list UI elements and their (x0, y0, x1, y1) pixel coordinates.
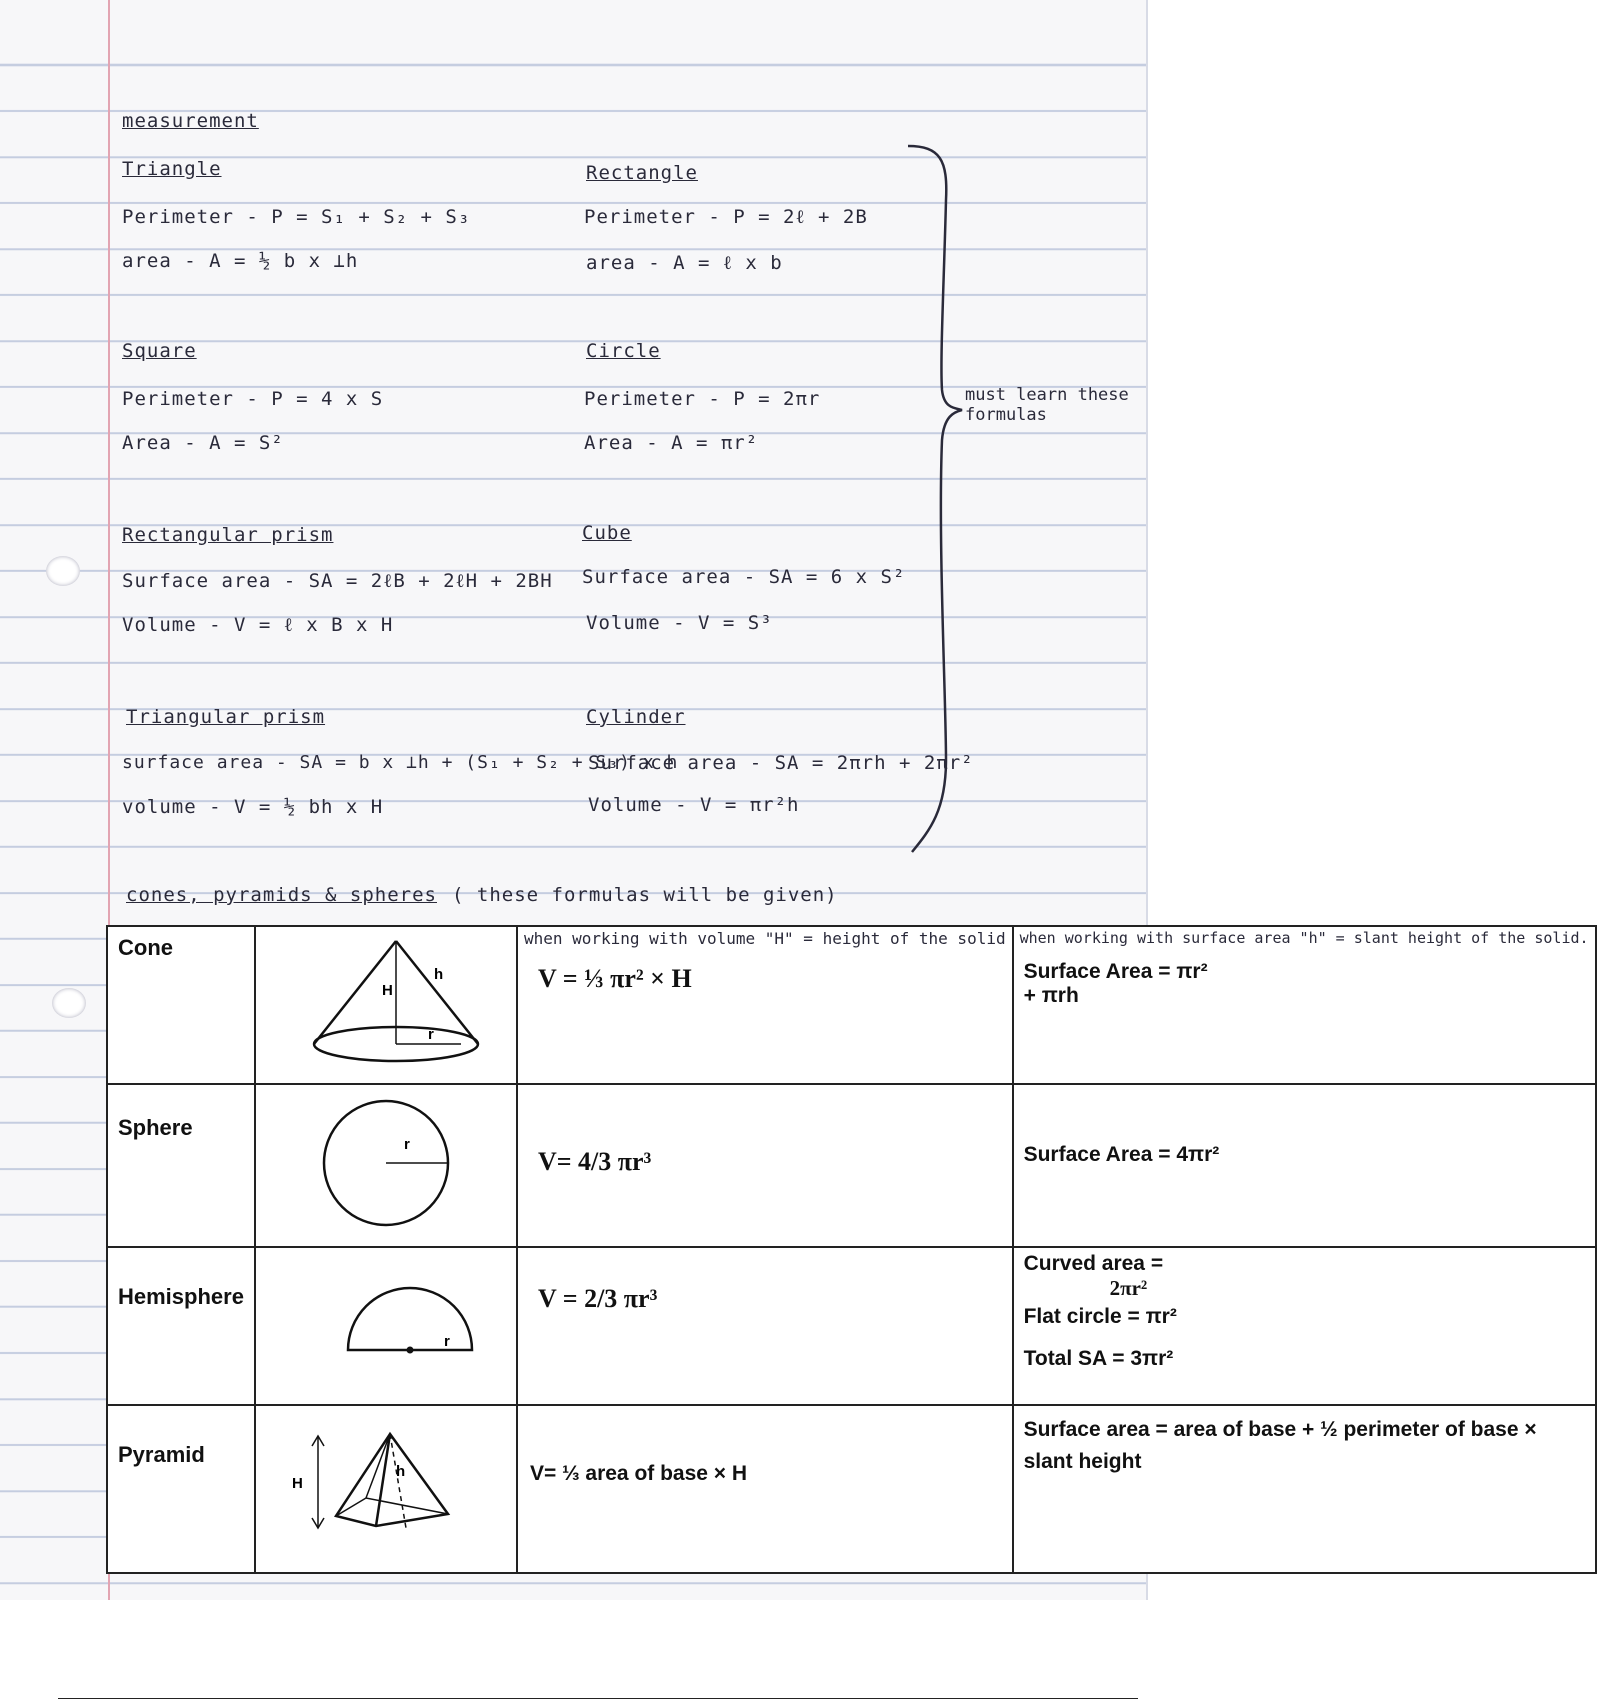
pyr-H-label: H (291, 1475, 303, 1492)
cone-surface-cell (1013, 926, 1596, 1084)
circle-perimeter: Perimeter - P = 2πr (584, 388, 821, 410)
row-name-sphere (107, 1084, 255, 1247)
tri-prism-volume: volume - V = ½ bh x H (122, 796, 384, 818)
cone-H-label: H (381, 982, 393, 999)
heading-triangle: Triangle (122, 158, 222, 180)
table-row (107, 926, 1596, 1084)
formula-table (106, 925, 1597, 1574)
cone-r-label: r (427, 1026, 434, 1043)
heading-cylinder: Cylinder (586, 706, 686, 728)
cone-surface: Surface Area = πr² + πrh (1023, 960, 1208, 1007)
sphere-volume-cell (517, 1084, 1013, 1247)
heading-square: Square (122, 340, 197, 362)
rectangle-perimeter: Perimeter - P = 2ℓ + 2B (584, 206, 868, 228)
cone-icon (256, 927, 516, 1077)
cube-volume: Volume - V = S³ (586, 612, 773, 634)
cylinder-volume: Volume - V = πr²h (588, 794, 800, 816)
table-row (107, 1084, 1596, 1247)
heading-cones-pyramids: cones, pyramids & spheres (126, 884, 437, 906)
cone-volume: V = ⅓ πr² × H (537, 964, 692, 993)
volume-height-note: when working with volume "H" = height of the solid (523, 929, 1006, 948)
cylinder-sa: Surface area - SA = 2πrh + 2πr² (588, 752, 974, 774)
curly-brace (900, 140, 970, 860)
hemisphere-volume: V = 2/3 πr³ (537, 1284, 658, 1313)
cone-volume-cell (517, 926, 1013, 1084)
page-title: measurement (122, 110, 259, 132)
surface-slant-note: when working with surface area "h" = slant height of the solid. (1019, 929, 1589, 947)
heading-circle: Circle (586, 340, 661, 362)
sphere-icon (256, 1085, 516, 1240)
heading-rectangle: Rectangle (586, 162, 698, 184)
hemisphere-curved: Curved area = (1023, 1252, 1164, 1275)
bottom-rule (58, 1698, 1138, 1699)
tri-prism-sa: surface area - SA = b x ⊥h + (S₁ + S₂ + S₃) x h (122, 752, 679, 773)
heading-tri-prism: Triangular prism (126, 706, 326, 728)
pyramid-icon (256, 1406, 516, 1566)
shape-name: Pyramid (118, 1442, 205, 1467)
pyramid-surface-cell (1013, 1405, 1596, 1573)
square-area: Area - A = S² (122, 432, 284, 454)
hemi-r-label: r (443, 1333, 450, 1350)
table-row (107, 1247, 1596, 1405)
rect-prism-sa: Surface area - SA = 2ℓB + 2ℓH + 2BH (122, 570, 553, 592)
sphere-volume: V= 4/3 πr³ (537, 1147, 652, 1176)
square-perimeter: Perimeter - P = 4 x S (122, 388, 384, 410)
row-name-pyramid (107, 1405, 255, 1573)
triangle-perimeter: Perimeter - P = S₁ + S₂ + S₃ (122, 206, 471, 228)
pyr-h-label: h (395, 1463, 406, 1480)
shape-name: Hemisphere (118, 1284, 244, 1309)
row-name-cone (107, 926, 255, 1084)
triangle-area: area - A = ½ b x ⊥h (122, 250, 359, 272)
sphere-surface: Surface Area = 4πr² (1023, 1143, 1220, 1166)
rectangle-area: area - A = ℓ x b (586, 252, 783, 274)
hemisphere-volume-cell (517, 1247, 1013, 1405)
hemisphere-flat: Flat circle = πr² (1023, 1305, 1177, 1328)
shape-name: Cone (118, 935, 173, 960)
hemisphere-icon (256, 1248, 516, 1398)
shape-name: Sphere (118, 1115, 193, 1140)
hemisphere-figure-cell (255, 1247, 517, 1405)
cone-h-label: h (433, 966, 444, 983)
heading-cube: Cube (582, 522, 632, 544)
hemisphere-curved-value: 2πr² (1109, 1276, 1148, 1300)
sphere-figure-cell (255, 1084, 517, 1247)
hemisphere-surface-cell (1013, 1247, 1596, 1405)
heading-rect-prism: Rectangular prism (122, 524, 334, 546)
pyramid-volume: V= ⅓ area of base × H (529, 1462, 748, 1485)
pyramid-figure-cell (255, 1405, 517, 1573)
pyramid-volume-cell (517, 1405, 1013, 1573)
cone-figure-cell (255, 926, 517, 1084)
row-name-hemisphere (107, 1247, 255, 1405)
sphere-surface-cell (1013, 1084, 1596, 1247)
rect-prism-volume: Volume - V = ℓ x B x H (122, 614, 394, 636)
punch-hole (46, 556, 80, 586)
circle-area: Area - A = πr² (584, 432, 759, 454)
pyramid-surface: Surface area = area of base + ½ perimeter of base × slant height (1023, 1418, 1537, 1473)
hemisphere-total: Total SA = 3πr² (1023, 1347, 1174, 1370)
formulas-given-note: ( these formulas will be given) (452, 884, 838, 906)
punch-hole (52, 988, 86, 1018)
sphere-r-label: r (403, 1136, 410, 1153)
cube-sa: Surface area - SA = 6 x S² (582, 566, 906, 588)
table-row (107, 1405, 1596, 1573)
note-must-learn: must learn these formulas (965, 385, 1129, 425)
